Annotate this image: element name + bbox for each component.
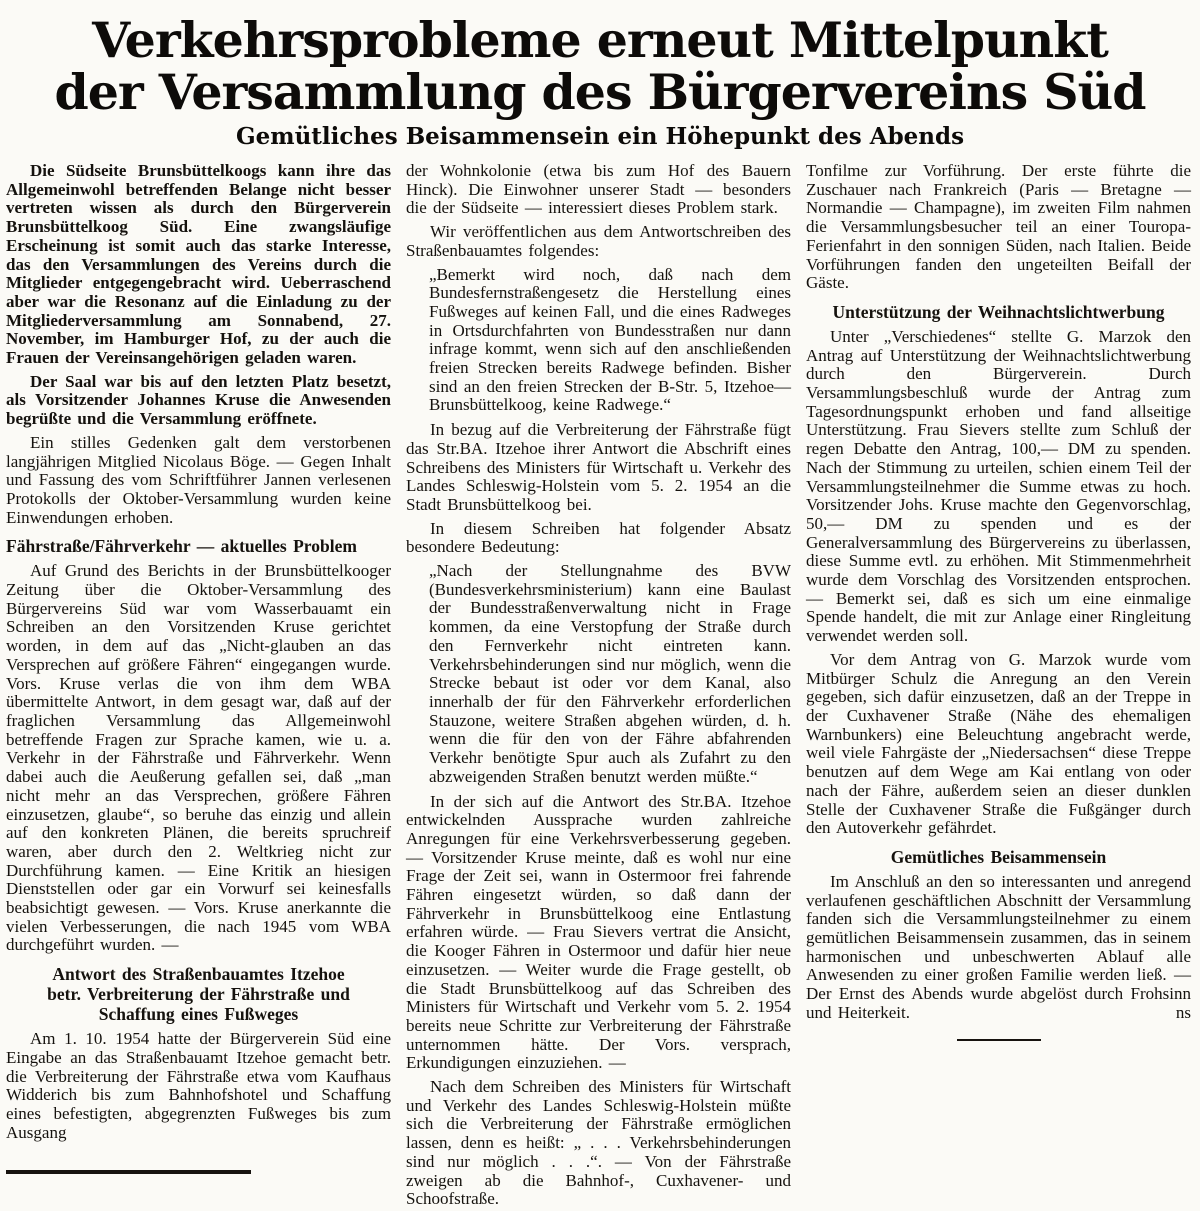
subheadline: Gemütliches Beisammensein ein Höhepunkt des Abends xyxy=(235,123,965,150)
section-heading-weihnachtslichtwerbung: Unterstützung der Weihnachtslichtwerbung xyxy=(832,301,1165,322)
column-3 xyxy=(806,162,1191,1211)
paragraph-eingabe: Am 1. 10. 1954 hatte der Bürgerverein Süd eine Eingabe an das Straßenbauamt Itzehoe gemacht betr. die Verbreiterung der Fährstraße etwa vom Kaufhaus Widderich bis zum Bahnhofshotel und Schaffung eines befestigten, abgegrenzten Fußweges bis zum Ausgang xyxy=(6,1029,391,1142)
article-body xyxy=(0,150,1200,1211)
paragraph-beisammensein-text: Im Anschluß an den so interessanten und anregend verlaufenen geschäftlichen Abschnitt der Versammlung fanden sich die Versammlungsteilnehmer zu einem gemütlichen Beisammensein zusammen, das in seinem harmonischen und unbeschwerten Ablauf alle Anwesenden zu einer großen Familie werden ließ. — Der Ernst des Abends wurde abgelöst durch Frohsinn und Heiterkeit. xyxy=(806,871,1191,1022)
quote-bundesfernstrassengesetz: „Bemerkt wird noch, daß nach dem Bundesfernstraßengesetz die Herstellung eines Fußweges auf keinen Fall, und die eines Radweges in Ortsdurchfahrten von Bundesstraßen nur dann infrage kommt, wenn sich auf den anschließenden freien Strecken bereits Radwege befinden. Bisher sind an den freien Strecken der B-Str. 5, Itzehoe—Brunsbüttelkoog, keine Radwege.“ xyxy=(429,264,791,415)
paragraph-intro: Wir veröffentlichen aus dem Antwortschreiben des Straßenbauamtes folgendes: xyxy=(406,222,791,260)
paragraph-auf-grund: Auf Grund des Berichts in der Brunsbüttelkooger Zeitung über die Oktober-Versammlung des Bürgervereins Süd war vom Wasserbauamt ein Schreiben an den Vorsitzenden Kruse gerichtet worden, in dem auf das „Nicht-glauben an das Versprechen auf größere Fähren“ eingegangen wurde. Vors. Kruse verlas die von ihm dem WBA übermittelte Antwort, in dem gesagt war, daß auf der fraglichen Versammlung das Allgemeinwohl betreffende Fragen zur Sprache kamen, wie u. a. Verkehr in der Fährstraße und Fährverkehr. Wenn dabei auch die Aeußerung gefallen sei, daß „man nicht mehr an das Versprechen, größere Fähren einzusetzen, glaube“, so beruhe das einzig und allein auf den konkreten Plänen, die bereits spruchreif waren, aber durch den 2. Weltkrieg nicht zur Durchführung kamen. — Eine Kritik an hiesigen Dienststellen oder gar ein Vorwurf sei keinesfalls beabsichtigt gewesen. — Vors. Kruse anerkannte die vielen Verbesserungen, die nach 1945 vom WBA durchgeführt wurden. — xyxy=(6,561,391,955)
paragraph-minister: Nach dem Schreiben des Ministers für Wirtschaft und Verkehr des Landes Schleswig-Holstein müßte sich die Verbreiterung der Fährstraße ermöglichen lassen, denn es heißt: „ . . . Verkehrsbehinderungen sind nur möglich . . .“. — Von der Fährstraße zweigen ab die Bahnhof-, Cuxhavener- und Schoofstraße. xyxy=(406,1077,791,1209)
quote-stellungnahme: „Nach der Stellungnahme des BVW (Bundesverkehrsministerium) kann eine Baulast der Bundesstraßenverwaltung nicht in Frage kommen, da eine Verstopfung der Straße durch den Fernverkehr nicht eintreten kann. Verkehrsbehinderungen sind nur möglich, wenn die Strecke bebaut ist oder vor dem Kanal, also innerhalb der für den Fährverkehr erforderlichen Stauzone, weitere Straßen abgehen würden, d. h. wenn die für den von der Fähre abfahrenden Verkehr benötigte Spur auch als Zufahrt zu den abzweigenden Straßen benutzt werden müßte.“ xyxy=(429,561,791,786)
paragraph-saal: Der Saal war bis auf den letzten Platz besetzt, als Vorsitzender Johannes Kruse die Anwesenden begrüßte und die Versammlung eröffnete. xyxy=(6,371,391,429)
paragraph-lead: Die Südseite Brunsbüttelkoogs kann ihre das Allgemeinwohl betreffenden Belange nicht besser vertreten wissen als durch den Bürgerverein Brunsbüttelkoog Süd. Eine zwangsläufige Erscheinung ist somit auch das starke Interesse, das den Versammlungen des Vereins durch die Mitglieder entgegengebracht wird. Ueberraschend aber war die Resonanz auf die Einladung zu der Mitgliederversammlung am Sonnabend, 27. November, im Hamburger Hof, zu der auch die Frauen der Vereinsangehörigen geladen waren. xyxy=(6,161,391,368)
paragraph-antrag: Unter „Verschiedenes“ stellte G. Marzok den Antrag auf Unterstützung der Weihnachtslichtwerbung durch den Bürgerverein. Durch Versammlungsbeschluß wurde der Antrag zum Tagesordnungspunkt erhoben und fand allseitige Unterstützung. Frau Sievers stellte zum Schluß der regen Debatte den Antrag, 100,— DM zu spenden. Nach der Stimmung zu urteilen, schien einem Teil der Versammlungsteilnehmer die Summe etwas zu hoch. Vorsitzender Johs. Kruse machte den Gegenvorschlag, 50,— DM zu spenden und es der Generalversammlung des Bürgervereins zu überlassen, diese Summe evtl. zu erhöhen. Mit Stimmenmehrheit wurde dem Vorschlag des Vorsitzenden entsprochen. — Bemerkt sei, daß es sich um eine einmalige Spende handelt, die mit zur Anlage einer Ringleitung verwendet werden soll. xyxy=(806,326,1191,646)
paragraph-beisammensein xyxy=(806,873,1191,1023)
paragraph-schreiben: In diesem Schreiben hat folgender Absatz besondere Bedeutung: xyxy=(406,518,791,557)
column-end-rule xyxy=(6,1170,251,1174)
paragraph-wohnkolonie: der Wohnkolonie (etwa bis zum Hof des Bauern Hinck). Die Einwohner unserer Stadt — besonders die der Südseite — interessiert dieses Problem stark. xyxy=(406,161,791,218)
section-heading-faehrstrasse: Fährstraße/Fährverkehr — aktuelles Problem xyxy=(6,536,357,557)
section-heading-antwort-line-1: Antwort des Straßenbauamtes Itzehoe xyxy=(52,964,345,985)
section-heading-beisammensein: Gemütliches Beisammensein xyxy=(890,846,1107,867)
paragraph-anregung: Vor dem Antrag von G. Marzok wurde vom Mitbürger Schulz die Anregung an den Verein gegeben, sich dafür einzusetzen, daß an der Treppe in der Cuxhavener Straße (Nähe des ehemaligen Warnbunkers) eine Beleuchtung angebracht werde, weil viele Fahrgäste der „Niedersachsen“ diese Treppe benutzen auf dem Wege am Kai entlang von oder nach der Fähre, außerdem seien an dieser dunklen Stelle der Cuxhavener Straße die Fußgänger durch den Autoverkehr gefährdet. xyxy=(806,649,1191,838)
paragraph-tonfilme: Tonfilme zur Vorführung. Der erste führte die Zuschauer nach Frankreich (Paris — Bretagne — Normandie — Champagne), im zweiten Film nahmen die Versammlungsbesucher teil an einer Touropa-Ferienfahrt in den sonnigen Süden, nach Italien. Beide Vorführungen fanden den ungeteilten Beifall der Gäste. xyxy=(806,161,1191,293)
section-heading-antwort xyxy=(6,964,391,1024)
author-initials: ns xyxy=(1175,1002,1191,1022)
paragraph-bezug: In bezug auf die Verbreiterung der Fährstraße fügt das Str.BA. Itzehoe ihrer Antwort die Abschrift eines Schreibens des Ministers für Wirtschaft u. Verkehr des Landes Schleswig-Holstein vom 5. 2. 1954 an die Stadt Brunsbüttelkoog bei. xyxy=(406,420,791,514)
section-heading-antwort-line-2: betr. Verbreiterung der Fährstraße und xyxy=(47,984,350,1005)
paragraph-gedenken: Ein stilles Gedenken galt dem verstorbenen langjährigen Mitglied Nicolaus Böge. — Gegen Inhalt und Fassung des vom Schriftführer Jannen verlesenen Protokolls der Oktober-Versammlung wurden keine Einwendungen erhoben. xyxy=(6,432,391,527)
column-1 xyxy=(6,162,391,1211)
headline-line-1: Verkehrsprobleme erneut Mittelpunkt xyxy=(92,11,1108,69)
headline-line-2: der Versammlung des Bürgervereins Süd xyxy=(54,63,1146,121)
column-2 xyxy=(406,162,791,1211)
paragraph-aussprache: In der sich auf die Antwort des Str.BA. Itzehoe entwickelnden Aussprache wurden zahlreiche Anregungen für eine Verkehrsverbesserung gegeben. — Vorsitzender Kruse meinte, daß es wohl nur eine Frage der Zeit sei, wann in Ostermoor frei fahrende Fähren eingesetzt würden, so daß dann der Fährverkehr in Brunsbüttelkoog eine Entlastung erfahren würde. — Frau Sievers vertrat die Ansicht, die Kooger Fähren in Ostermoor und dafür hier neue einzusetzen. — Weiter wurde die Frage gestellt, ob die Stadt Brunsbüttelkoog auf das Schreiben des Ministers für Wirtschaft und Verkehr vom 5. 2. 1954 bereits neue Schritte zur Verbreiterung der Fährstraße unternommen hätte. Der Vors. versprach, Erkundigungen einzuziehen. — xyxy=(406,791,791,1073)
article-header xyxy=(0,0,1200,150)
article-end-rule xyxy=(957,1039,1041,1041)
section-heading-antwort-line-3: Schaffung eines Fußweges xyxy=(98,1004,299,1025)
